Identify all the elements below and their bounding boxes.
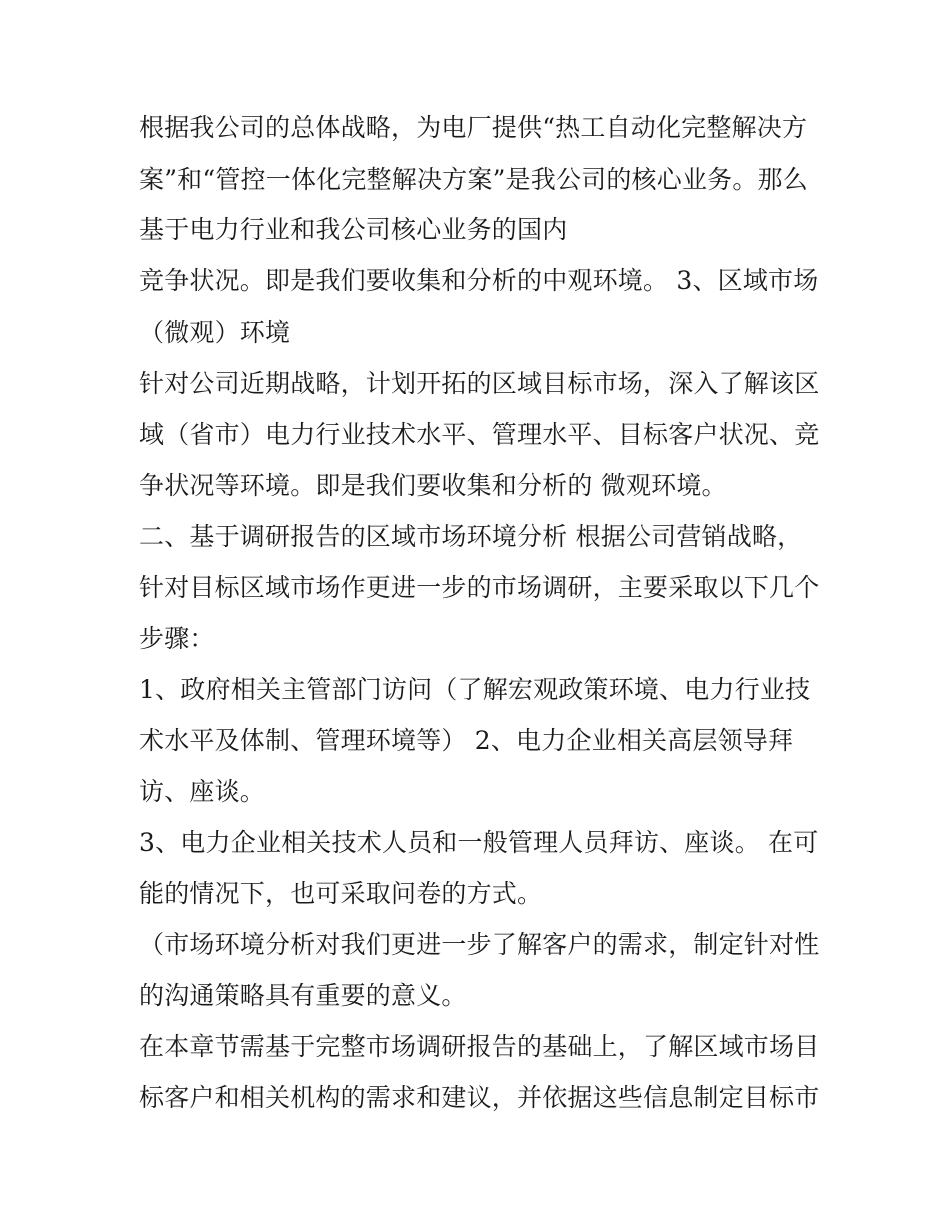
text-line: 针对目标区域市场作更进一步的市场调研，主要采取以下几个 — [139, 573, 820, 602]
text-line: 域（省市）电力行业技术水平、管理水平、目标客户状况、竞 — [139, 420, 820, 449]
text-line: 步骤： — [139, 624, 215, 653]
text-line: 1、政府相关主管部门访问（了解宏观政策环境、电力行业技 — [139, 675, 811, 704]
text-line: 在本章节需基于完整市场调研报告的基础上，了解区域市场目 — [139, 1032, 820, 1061]
text-line: 术水平及体制、管理环境等） 2、电力企业相关高层领导拜 — [139, 726, 794, 755]
text-line: 二、基于调研报告的区域市场环境分析 根据公司营销战略， — [139, 522, 803, 551]
text-line: 争状况等环境。即是我们要收集和分析的 微观环境。 — [139, 471, 727, 500]
text-line: （市场环境分析对我们更进一步了解客户的需求，制定针对性 — [139, 930, 820, 959]
text-line: 竞争状况。即是我们要收集和分析的中观环境。 3、区域市场 — [139, 266, 819, 295]
text-line: 访、座谈。 — [139, 777, 266, 806]
text-line: 根据我公司的总体战略，为电厂提供“热工自动化完整解决方 — [139, 113, 808, 142]
text-line: 的沟通策略具有重要的意义。 — [139, 981, 467, 1010]
text-line: 针对公司近期战略，计划开拓的区域目标市场，深入了解该区 — [139, 369, 820, 398]
text-line: 3、电力企业相关技术人员和一般管理人员拜访、座谈。 在可 — [139, 828, 819, 857]
text-line: 案”和“管控一体化完整解决方案”是我公司的核心业务。那么 — [139, 165, 808, 194]
text-line: 标客户和相关机构的需求和建议，并依据这些信息制定目标市 — [139, 1083, 820, 1112]
text-line: （微观）环境 — [139, 318, 291, 347]
text-line: 能的情况下，也可采取问卷的方式。 — [139, 879, 543, 908]
text-line: 基于电力行业和我公司核心业务的国内 — [139, 215, 568, 244]
